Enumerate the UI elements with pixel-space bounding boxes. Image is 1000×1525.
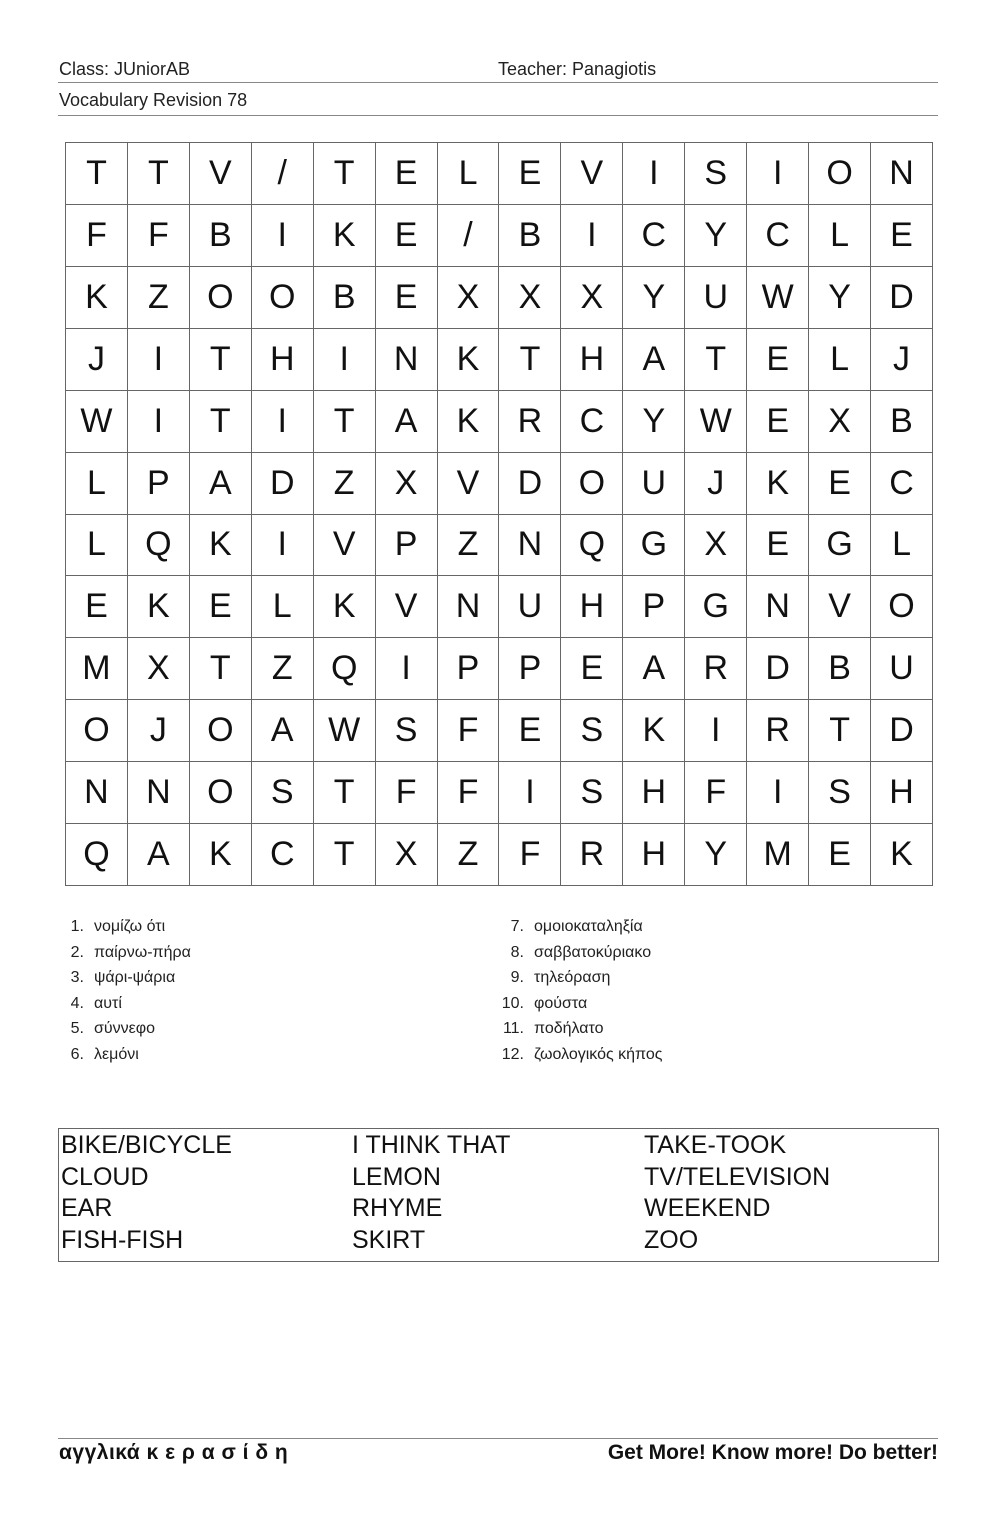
word-bank-word: FISH-FISH xyxy=(61,1225,184,1254)
grid-cell[interactable]: F xyxy=(499,824,561,886)
grid-cell[interactable]: I xyxy=(128,329,190,391)
grid-cell[interactable]: G xyxy=(623,515,685,577)
word-bank-word: WEEKEND xyxy=(644,1194,771,1222)
grid-cell[interactable]: K xyxy=(314,205,376,267)
header-divider xyxy=(58,82,938,83)
word-bank xyxy=(58,1128,939,1262)
title-divider xyxy=(58,115,938,116)
grid-cell[interactable]: S xyxy=(252,762,314,824)
clue-number: 10. xyxy=(501,994,524,1012)
word-bank-word: LEMON xyxy=(352,1162,441,1191)
grid-cell[interactable]: D xyxy=(747,638,809,700)
grid-cell[interactable]: F xyxy=(128,205,190,267)
clue-number: 6. xyxy=(70,1045,84,1063)
grid-cell[interactable]: Q xyxy=(128,515,190,577)
grid-cell[interactable]: H xyxy=(561,329,623,391)
grid-cell[interactable]: X xyxy=(809,391,871,453)
grid-cell[interactable]: I xyxy=(252,205,314,267)
grid-cell[interactable]: N xyxy=(128,762,190,824)
grid-cell[interactable]: Q xyxy=(561,515,623,577)
grid-cell[interactable]: S xyxy=(561,762,623,824)
grid-cell[interactable]: U xyxy=(499,576,561,638)
grid-cell[interactable]: E xyxy=(747,329,809,391)
grid-cell[interactable]: E xyxy=(747,391,809,453)
grid-cell[interactable]: E xyxy=(809,453,871,515)
grid-cell[interactable]: S xyxy=(561,700,623,762)
grid-cell[interactable]: E xyxy=(376,143,438,205)
grid-cell[interactable]: O xyxy=(871,576,933,638)
grid-cell[interactable]: W xyxy=(685,391,747,453)
grid-cell[interactable]: V xyxy=(190,143,252,205)
clue-item xyxy=(60,1042,191,1068)
grid-cell[interactable]: O xyxy=(809,143,871,205)
grid-cell[interactable]: D xyxy=(252,453,314,515)
grid-cell[interactable]: D xyxy=(499,453,561,515)
grid-cell[interactable]: X xyxy=(438,267,500,329)
grid-cell[interactable]: Z xyxy=(128,267,190,329)
clue-item xyxy=(498,940,662,966)
clue-text: παίρνω-πήρα xyxy=(94,943,191,961)
grid-cell[interactable]: T xyxy=(685,329,747,391)
grid-cell[interactable]: S xyxy=(376,700,438,762)
grid-cell[interactable]: K xyxy=(747,453,809,515)
grid-cell[interactable]: D xyxy=(871,267,933,329)
grid-cell[interactable]: I xyxy=(252,391,314,453)
grid-cell[interactable]: I xyxy=(685,700,747,762)
grid-cell[interactable]: E xyxy=(499,700,561,762)
grid-cell[interactable]: N xyxy=(747,576,809,638)
grid-cell[interactable]: T xyxy=(128,143,190,205)
grid-cell[interactable]: O xyxy=(252,267,314,329)
grid-cell[interactable]: W xyxy=(747,267,809,329)
footer-divider xyxy=(58,1438,938,1439)
grid-cell[interactable]: E xyxy=(190,576,252,638)
clue-number: 9. xyxy=(510,969,524,987)
grid-cell[interactable]: N xyxy=(66,762,128,824)
word-bank-word: TAKE-TOOK xyxy=(644,1131,787,1159)
grid-cell[interactable]: T xyxy=(314,824,376,886)
grid-cell[interactable]: L xyxy=(66,453,128,515)
grid-cell[interactable]: P xyxy=(128,453,190,515)
grid-cell[interactable]: O xyxy=(561,453,623,515)
clue-item xyxy=(498,1042,662,1068)
grid-cell[interactable]: E xyxy=(809,824,871,886)
grid-cell[interactable]: M xyxy=(747,824,809,886)
grid-cell[interactable]: G xyxy=(685,576,747,638)
clue-number: 5. xyxy=(70,1020,84,1038)
grid-cell[interactable]: A xyxy=(252,700,314,762)
grid-cell[interactable]: P xyxy=(623,576,685,638)
grid-cell[interactable]: I xyxy=(252,515,314,577)
grid-cell[interactable]: K xyxy=(314,576,376,638)
grid-cell[interactable]: K xyxy=(438,391,500,453)
grid-cell[interactable]: Q xyxy=(66,824,128,886)
grid-cell[interactable]: E xyxy=(376,267,438,329)
grid-cell[interactable]: T xyxy=(190,638,252,700)
grid-cell[interactable]: A xyxy=(623,329,685,391)
grid-cell[interactable]: N xyxy=(871,143,933,205)
clue-item xyxy=(60,914,191,940)
word-bank-word: EAR xyxy=(61,1194,113,1222)
grid-cell[interactable]: R xyxy=(499,391,561,453)
grid-cell[interactable]: C xyxy=(747,205,809,267)
grid-cell[interactable]: T xyxy=(314,762,376,824)
word-bank-word: RHYME xyxy=(352,1194,443,1222)
grid-cell[interactable]: I xyxy=(747,143,809,205)
grid-cell[interactable]: L xyxy=(252,576,314,638)
clue-list-right xyxy=(498,914,662,1068)
grid-cell[interactable]: O xyxy=(190,762,252,824)
clue-text: σύννεφο xyxy=(94,1020,156,1038)
grid-cell[interactable]: C xyxy=(252,824,314,886)
grid-cell[interactable]: / xyxy=(438,205,500,267)
grid-cell[interactable]: T xyxy=(190,329,252,391)
clue-item xyxy=(60,1016,191,1042)
clue-item xyxy=(60,940,191,966)
grid-cell[interactable]: V xyxy=(376,576,438,638)
grid-cell[interactable]: J xyxy=(66,329,128,391)
grid-cell[interactable]: N xyxy=(438,576,500,638)
grid-cell[interactable]: R xyxy=(747,700,809,762)
grid-cell[interactable]: L xyxy=(809,205,871,267)
grid-cell[interactable]: H xyxy=(623,824,685,886)
grid-cell[interactable]: I xyxy=(376,638,438,700)
clue-item xyxy=(498,1016,662,1042)
grid-cell[interactable]: E xyxy=(66,576,128,638)
grid-cell[interactable]: K xyxy=(438,329,500,391)
clue-text: ομοιοκαταληξία xyxy=(534,918,643,935)
word-bank-word: TV/TELEVISION xyxy=(644,1162,831,1191)
footer-slogan: Get More! Know more! Do better! xyxy=(607,1441,938,1464)
grid-cell[interactable]: U xyxy=(623,453,685,515)
grid-cell[interactable]: K xyxy=(190,515,252,577)
clue-text: σαββατοκύριακο xyxy=(534,943,652,961)
grid-cell[interactable]: X xyxy=(128,638,190,700)
grid-cell[interactable]: L xyxy=(66,515,128,577)
clue-list-left xyxy=(60,914,191,1068)
grid-cell[interactable]: Y xyxy=(623,267,685,329)
grid-cell[interactable]: P xyxy=(438,638,500,700)
grid-cell[interactable]: H xyxy=(871,762,933,824)
grid-cell[interactable]: V xyxy=(561,143,623,205)
grid-cell[interactable]: A xyxy=(190,453,252,515)
clue-item xyxy=(498,965,662,991)
grid-cell[interactable]: E xyxy=(871,205,933,267)
grid-cell[interactable]: R xyxy=(685,638,747,700)
grid-cell[interactable]: A xyxy=(623,638,685,700)
grid-cell[interactable]: F xyxy=(438,762,500,824)
grid-cell[interactable]: Z xyxy=(438,824,500,886)
grid-cell[interactable]: G xyxy=(809,515,871,577)
grid-cell[interactable]: W xyxy=(66,391,128,453)
grid-cell[interactable]: F xyxy=(376,762,438,824)
grid-cell[interactable]: K xyxy=(871,824,933,886)
grid-cell[interactable]: W xyxy=(314,700,376,762)
grid-cell[interactable]: T xyxy=(809,700,871,762)
grid-cell[interactable]: C xyxy=(623,205,685,267)
clue-number: 7. xyxy=(510,918,524,935)
word-bank-word: ZOO xyxy=(644,1225,699,1254)
word-bank-column xyxy=(61,1130,232,1256)
word-search-grid xyxy=(65,142,933,886)
grid-cell[interactable]: J xyxy=(685,453,747,515)
footer-brand: αγγλικά κ ε ρ α σ ί δ η xyxy=(59,1441,289,1464)
grid-cell[interactable]: Y xyxy=(809,267,871,329)
clue-text: ψάρι-ψάρια xyxy=(94,969,176,987)
grid-cell[interactable]: C xyxy=(561,391,623,453)
grid-cell[interactable]: Y xyxy=(685,824,747,886)
grid-cell[interactable]: X xyxy=(561,267,623,329)
grid-cell[interactable]: Y xyxy=(623,391,685,453)
grid-cell[interactable]: T xyxy=(314,391,376,453)
clue-item xyxy=(498,991,662,1017)
grid-cell[interactable]: R xyxy=(561,824,623,886)
grid-cell[interactable]: U xyxy=(685,267,747,329)
grid-cell[interactable]: B xyxy=(499,205,561,267)
grid-cell[interactable]: U xyxy=(871,638,933,700)
grid-cell[interactable]: V xyxy=(809,576,871,638)
clue-text: φούστα xyxy=(534,994,588,1012)
clue-number: 1. xyxy=(70,918,84,935)
grid-cell[interactable]: T xyxy=(314,143,376,205)
grid-cell[interactable]: Z xyxy=(314,453,376,515)
grid-cell[interactable]: E xyxy=(561,638,623,700)
grid-cell[interactable]: K xyxy=(66,267,128,329)
grid-cell[interactable]: X xyxy=(376,824,438,886)
grid-cell[interactable]: P xyxy=(499,638,561,700)
clue-text: λεμόνι xyxy=(94,1045,139,1063)
grid-cell[interactable]: X xyxy=(685,515,747,577)
grid-cell[interactable]: T xyxy=(190,391,252,453)
word-bank-word: BIKE/BICYCLE xyxy=(61,1131,232,1159)
grid-cell[interactable]: F xyxy=(438,700,500,762)
grid-cell[interactable]: A xyxy=(128,824,190,886)
grid-cell[interactable]: I xyxy=(623,143,685,205)
grid-cell[interactable]: H xyxy=(623,762,685,824)
class-label: Class: JUniorAB xyxy=(59,59,191,79)
grid-cell[interactable]: S xyxy=(685,143,747,205)
grid-cell[interactable]: N xyxy=(376,329,438,391)
grid-cell[interactable]: K xyxy=(623,700,685,762)
clue-text: τηλεόραση xyxy=(534,969,611,987)
grid-cell[interactable]: F xyxy=(685,762,747,824)
grid-cell[interactable]: B xyxy=(190,205,252,267)
grid-cell[interactable]: V xyxy=(314,515,376,577)
grid-cell[interactable]: K xyxy=(128,576,190,638)
grid-cell[interactable]: / xyxy=(252,143,314,205)
grid-cell[interactable]: B xyxy=(871,391,933,453)
grid-cell[interactable]: H xyxy=(561,576,623,638)
clue-number: 12. xyxy=(501,1045,524,1063)
clue-text: ζωολογικός κήπος xyxy=(534,1045,663,1063)
grid-cell[interactable]: D xyxy=(871,700,933,762)
grid-cell[interactable]: Z xyxy=(438,515,500,577)
clue-item xyxy=(60,991,191,1017)
clue-number: 11. xyxy=(502,1020,524,1038)
grid-cell[interactable]: F xyxy=(66,205,128,267)
grid-cell[interactable]: O xyxy=(66,700,128,762)
grid-cell[interactable]: C xyxy=(871,453,933,515)
clue-text: νομίζω ότι xyxy=(94,918,166,935)
grid-cell[interactable]: I xyxy=(747,762,809,824)
grid-cell[interactable]: K xyxy=(190,824,252,886)
grid-cell[interactable]: I xyxy=(314,329,376,391)
word-bank-column xyxy=(644,1130,830,1256)
clue-number: 4. xyxy=(70,994,84,1012)
grid-cell[interactable]: Z xyxy=(252,638,314,700)
word-bank-word: CLOUD xyxy=(61,1162,149,1191)
clue-text: ποδήλατο xyxy=(534,1020,604,1038)
grid-cell[interactable]: L xyxy=(809,329,871,391)
word-bank-column xyxy=(352,1130,510,1256)
grid-cell[interactable]: T xyxy=(66,143,128,205)
grid-cell[interactable]: I xyxy=(499,762,561,824)
grid-cell[interactable]: V xyxy=(438,453,500,515)
grid-cell[interactable]: S xyxy=(809,762,871,824)
grid-cell[interactable]: T xyxy=(499,329,561,391)
grid-cell[interactable]: Q xyxy=(314,638,376,700)
worksheet-title: Vocabulary Revision 78 xyxy=(59,90,248,110)
grid-cell[interactable]: E xyxy=(747,515,809,577)
grid-cell[interactable]: E xyxy=(499,143,561,205)
grid-cell[interactable]: E xyxy=(376,205,438,267)
clue-number: 2. xyxy=(70,943,84,961)
grid-cell[interactable]: P xyxy=(376,515,438,577)
grid-cell[interactable]: B xyxy=(809,638,871,700)
word-bank-word: SKIRT xyxy=(352,1225,426,1254)
grid-cell[interactable]: Y xyxy=(685,205,747,267)
clue-item xyxy=(60,965,191,991)
grid-cell[interactable]: M xyxy=(66,638,128,700)
clue-number: 3. xyxy=(70,969,84,987)
grid-cell[interactable]: L xyxy=(871,515,933,577)
grid-cell[interactable]: O xyxy=(190,700,252,762)
grid-cell[interactable]: A xyxy=(376,391,438,453)
grid-cell[interactable]: J xyxy=(871,329,933,391)
clue-item xyxy=(498,914,662,940)
grid-cell[interactable]: H xyxy=(252,329,314,391)
word-bank-word: I THINK THAT xyxy=(352,1131,511,1159)
grid-cell[interactable]: X xyxy=(499,267,561,329)
grid-cell[interactable]: O xyxy=(190,267,252,329)
grid-cell[interactable]: N xyxy=(499,515,561,577)
clue-text: αυτί xyxy=(94,994,122,1012)
grid-cell[interactable]: X xyxy=(376,453,438,515)
grid-cell[interactable]: J xyxy=(128,700,190,762)
grid-cell[interactable]: I xyxy=(128,391,190,453)
teacher-label: Teacher: Panagiotis xyxy=(498,59,657,79)
clue-number: 8. xyxy=(510,943,524,961)
grid-cell[interactable]: I xyxy=(561,205,623,267)
grid-cell[interactable]: B xyxy=(314,267,376,329)
grid-cell[interactable]: L xyxy=(438,143,500,205)
